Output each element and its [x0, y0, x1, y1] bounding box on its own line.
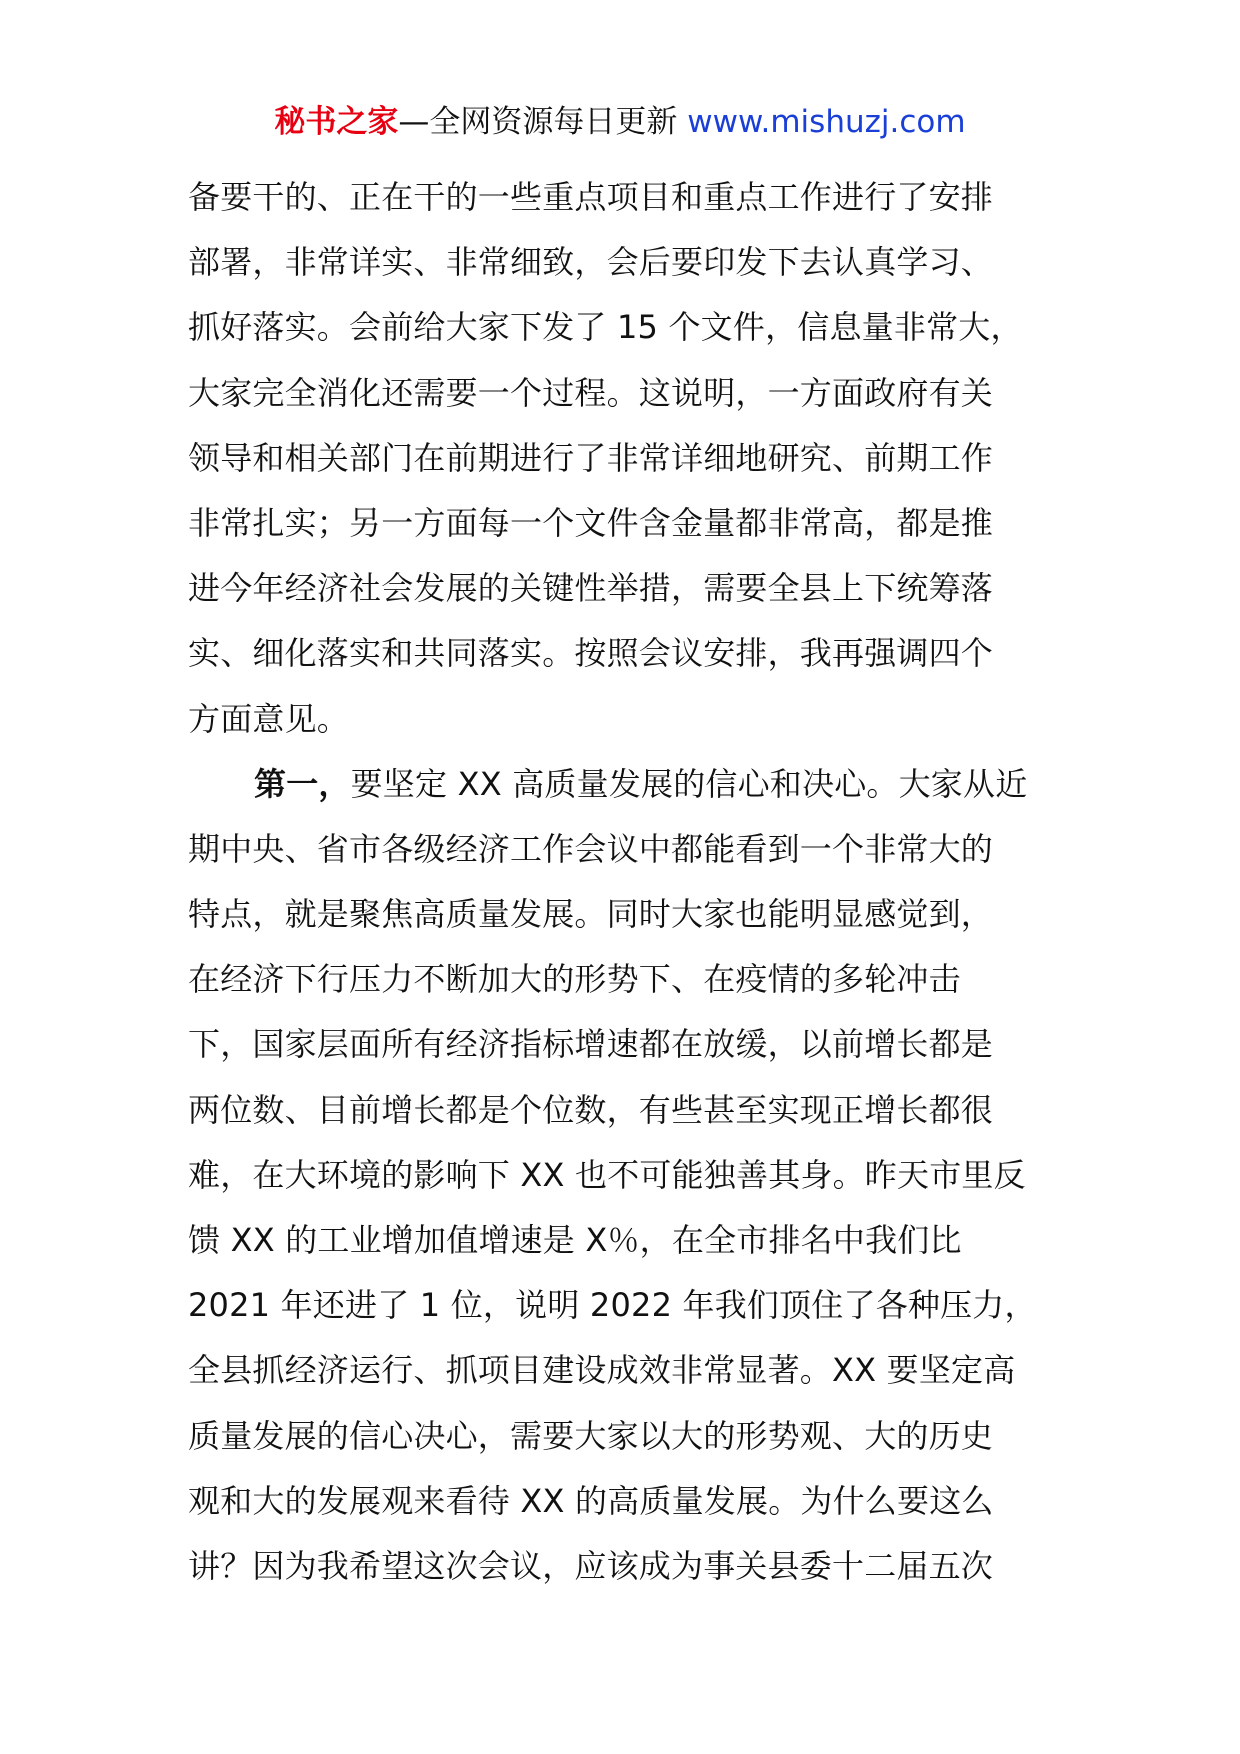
section-1-line: 讲？因为我希望这次会议，应该成为事关县委十二届五次: [188, 1546, 994, 1585]
body-line: 备要干的、正在干的一些重点项目和重点工作进行了安排: [188, 178, 994, 216]
section-1-line: 质量发展的信心决心，需要大家以大的形势观、大的历史: [188, 1416, 994, 1455]
body-line: 实、细化落实和共同落实。按照会议安排，我再强调四个: [188, 634, 994, 673]
section-1-line: 两位数、目前增长都是个位数，有些甚至实现正增长都很: [188, 1090, 994, 1129]
section-1-line: 在经济下行压力不断加大的形势下、在疫情的多轮冲击: [188, 960, 961, 999]
body-line: 部署，非常详实、非常细致，会后要印发下去认真学习、: [188, 243, 994, 282]
body-line: 进今年经济社会发展的关键性举措，需要全县上下统筹落: [188, 569, 994, 608]
section-1-lead-line: [188, 752, 1064, 817]
body-line: 非常扎实；另一方面每一个文件含金量都非常高，都是推: [188, 503, 994, 542]
section-1-line: 下，国家层面所有经济指标增速都在放缓，以前增长都是: [188, 1025, 994, 1064]
body-line: 领导和相关部门在前期进行了非常详细地研究、前期工作: [188, 438, 994, 477]
section-1-line: 馈 XX 的工业增加值增速是 X％，在全市排名中我们比: [188, 1221, 962, 1259]
section-1-line: 难，在大环境的影响下 XX 也不可能独善其身。昨天市里反: [188, 1155, 1026, 1194]
site-tagline: —全网资源每日更新: [398, 104, 688, 140]
section-1-line: 2021 年还进了 1 位，说明 2022 年我们顶住了各种压力，: [188, 1286, 1037, 1325]
section-1-heading: 第一，: [254, 764, 351, 803]
section-1-line: 期中央、省市各级经济工作会议中都能看到一个非常大的: [188, 829, 994, 868]
section-1-line: 全县抓经济运行、抓项目建设成效非常显著。XX 要坚定高: [188, 1351, 1016, 1390]
site-url-link[interactable]: www.mishuzj.com: [687, 104, 966, 140]
body-line: 抓好落实。会前给大家下发了 15 个文件，信息量非常大，: [188, 308, 1023, 347]
section-1-line: 特点，就是聚焦高质量发展。同时大家也能明显感觉到，: [188, 895, 994, 934]
section-1-line: 观和大的发展观来看待 XX 的高质量发展。为什么要这么: [188, 1481, 994, 1520]
page-header: [0, 100, 1240, 144]
section-1-lead-text: 要坚定 XX 高质量发展的信心和决心。大家从近: [350, 764, 1028, 803]
body-line: 方面意见。: [188, 699, 350, 738]
document-body: [188, 165, 1064, 1599]
site-brand: 秘书之家: [274, 104, 399, 140]
body-line: 大家完全消化还需要一个过程。这说明，一方面政府有关: [188, 373, 994, 412]
